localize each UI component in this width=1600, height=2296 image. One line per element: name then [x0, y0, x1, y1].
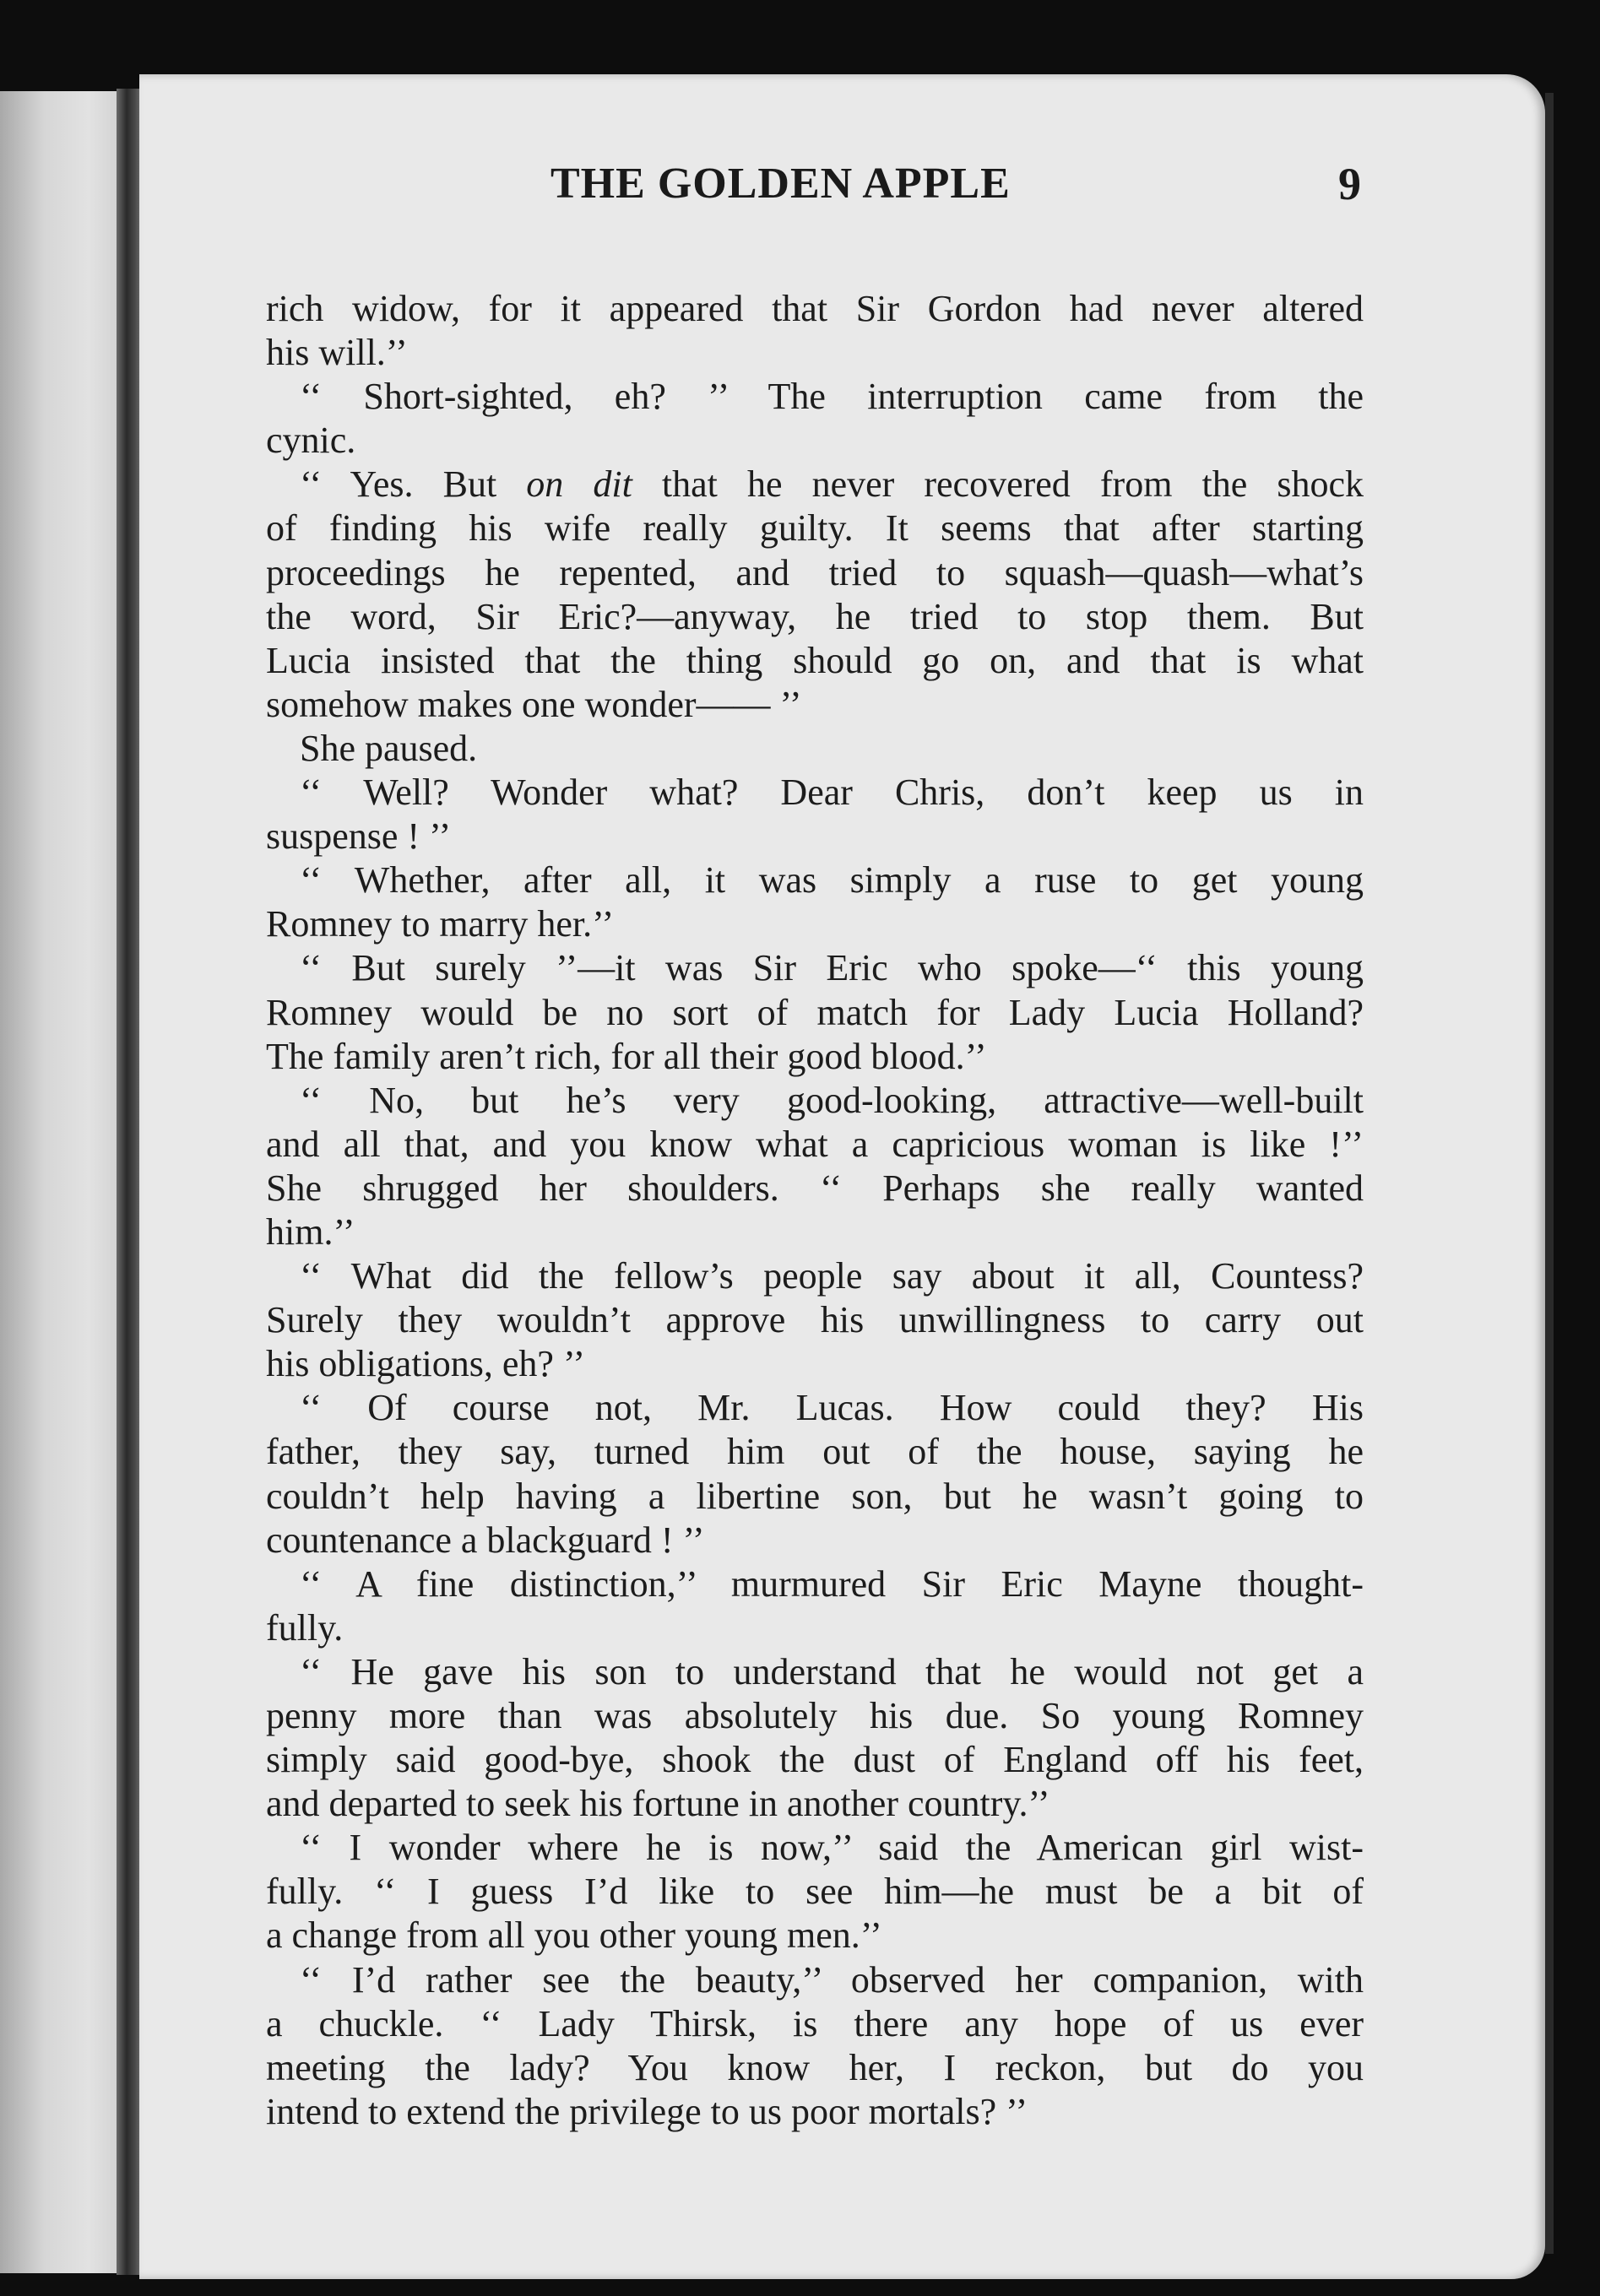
- text-line: him.’’: [266, 1210, 355, 1253]
- page-number: 9: [1338, 159, 1361, 209]
- text-line: ‘‘ Whether, after all, it was simply a ruse to get young: [300, 859, 1364, 902]
- text-line: ‘‘ Short-sighted, eh? ’’ The interruption came from the: [300, 376, 1364, 418]
- text-line: simply said good-bye, shook the dust of England off his feet,: [266, 1739, 1364, 1781]
- text-line: penny more than was absolutely his due. So young Romney: [266, 1695, 1364, 1736]
- text-line: a change from all you other young men.’’: [266, 1914, 882, 1957]
- text-line: his will.’’: [266, 332, 408, 374]
- text-line: and departed to seek his fortune in another country.’’: [266, 1783, 1050, 1825]
- text-line: couldn’t help having a libertine son, but he wasn’t going to: [266, 1475, 1364, 1517]
- text-line: and all that, and you know what a capricious woman is like !’’: [266, 1123, 1364, 1165]
- running-head: THE GOLDEN APPLE: [551, 160, 1011, 208]
- text-line: countenance a blackguard ! ’’: [266, 1519, 705, 1561]
- text-line: Lucia insisted that the thing should go on, and that is what: [266, 639, 1364, 681]
- text-line: somehow makes one wonder—— ’’: [266, 683, 802, 725]
- text-line: ‘‘ What did the fellow’s people say about it all, Countess?: [300, 1255, 1364, 1297]
- previous-page-edge: [0, 91, 127, 2273]
- text-line: The family aren’t rich, for all their good blood.’’: [266, 1035, 987, 1077]
- text-line: ‘‘ But surely ’’—it was Sir Eric who spoke—‘‘ this young: [300, 947, 1364, 989]
- text-line: intend to extend the privilege to us poor mortals? ’’: [266, 2090, 1028, 2132]
- text-line: meeting the lady? You know her, I reckon, but do you: [266, 2046, 1364, 2088]
- text-line: Romney to marry her.’’: [266, 903, 615, 945]
- text-line: a chuckle. ‘‘ Lady Thirsk, is there any hope of us ever: [266, 2002, 1364, 2044]
- text-line: ‘‘ A fine distinction,’’ murmured Sir Eric Mayne thought-: [300, 1562, 1364, 1605]
- page-edge-shadow: [1545, 93, 1554, 2254]
- body-text: [266, 287, 1364, 2134]
- text-line: suspense ! ’’: [266, 815, 452, 858]
- text-line: ‘‘ Of course not, Mr. Lucas. How could they? His: [300, 1387, 1364, 1429]
- text-line: ‘‘ No, but he’s very good-looking, attractive—well-built: [300, 1079, 1364, 1121]
- text-line: proceedings he repented, and tried to squash—quash—what’s: [266, 551, 1364, 593]
- text-line: cynic.: [266, 420, 356, 462]
- text-line: father, they say, turned him out of the house, saying he: [266, 1431, 1364, 1473]
- text-line: She paused.: [300, 727, 478, 769]
- text-line: ‘‘ Yes. But on dit that he never recovered from the shock: [300, 463, 1364, 506]
- text-line: Romney would be no sort of match for Lady Lucia Holland?: [266, 991, 1364, 1033]
- text-line: ‘‘ I’d rather see the beauty,’’ observed her companion, with: [300, 1958, 1364, 2001]
- text-line: fully.: [266, 1606, 344, 1649]
- text-line: ‘‘ He gave his son to understand that he would not get a: [300, 1650, 1364, 1692]
- text-line: the word, Sir Eric?—anyway, he tried to stop them. But: [266, 595, 1364, 637]
- text-line: Surely they wouldn’t approve his unwillingness to carry out: [266, 1299, 1364, 1341]
- text-line: ‘‘ I wonder where he is now,’’ said the American girl wist-: [300, 1827, 1364, 1869]
- text-line: his obligations, eh? ’’: [266, 1343, 585, 1385]
- text-line: She shrugged her shoulders. ‘‘ Perhaps she really wanted: [266, 1167, 1364, 1209]
- text-line: of finding his wife really guilty. It seems that after starting: [266, 507, 1364, 550]
- text-line: rich widow, for it appeared that Sir Gordon had never altered: [266, 288, 1364, 329]
- text-line: ‘‘ Well? Wonder what? Dear Chris, don’t keep us in: [300, 772, 1364, 814]
- page-header: [0, 142, 1600, 226]
- text-line: fully. ‘‘ I guess I’d like to see him—he must be a bit of: [266, 1871, 1364, 1913]
